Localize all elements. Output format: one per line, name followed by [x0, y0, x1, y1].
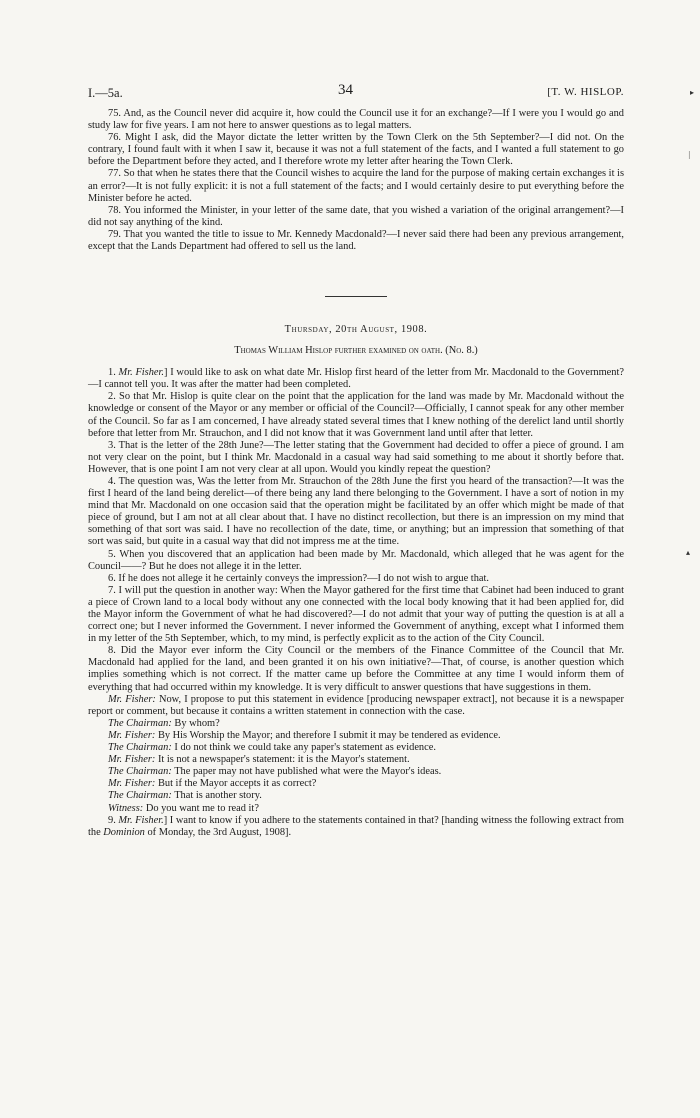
question-1: 1. Mr. Fisher.] I would like to ask on what date Mr. Hislop first heard of the letter from Mr. Macdonald to the Government?—I cannot tell you. It was after the matter had been completed.: [88, 367, 624, 391]
question-8: 8. Did the Mayor ever inform the City Council or the members of the Finance Committee of the Council that Mr. Macdonald had applied for the land, and been granted it on his own initiative?—That, of course, is another question which implies something which is not correct. If the matter came up before the Committee at any time I would inform them of everything that had occurred within my knowledge. It is very difficult to answer questions that have suggestions in them.: [88, 645, 624, 693]
section-divider: [325, 296, 387, 297]
margin-tick-mark: |: [688, 150, 690, 159]
question-1-speaker: Mr. Fisher.: [118, 367, 165, 379]
dialog-line: [88, 754, 624, 766]
dialog-line: [88, 803, 624, 815]
margin-arrow-mark: ▸: [689, 88, 694, 97]
page-number: 34: [338, 82, 353, 98]
witness-name-header: [T. W. HISLOP.: [547, 86, 624, 98]
dialog-speaker: The Chairman:: [108, 790, 172, 802]
current-examination: [88, 367, 624, 839]
question-6: 6. If he does not allege it he certainly conveys the impression?—I do not wish to argue that.: [108, 572, 489, 584]
document-page: [88, 82, 624, 839]
dialog-speaker: Mr. Fisher:: [108, 778, 156, 790]
dialog-line: [88, 718, 624, 730]
dialog-line: [88, 742, 624, 754]
question-79: 79. That you wanted the title to issue to Mr. Kennedy Macdonald?—I never said there had been any previous arrangement, except that the Lands Department had offered to sell us the land.: [88, 228, 624, 253]
question-75: 75. And, as the Council never did acquire it, how could the Council use it for an exchange?—If I were you I would go and study law for five years. I am not here to answer questions as to legal matters.: [88, 108, 624, 132]
session-date: Thursday, 20th August, 1908.: [284, 324, 428, 336]
witness-heading-text: Thomas William Hislop further examined on oath. (No. 8.): [234, 345, 478, 357]
dialog-speaker: The Chairman:: [108, 717, 172, 729]
dialog-speaker: Mr. Fisher:: [108, 729, 156, 741]
previous-examination: [88, 108, 624, 253]
dialog-line: [88, 694, 624, 718]
question-2: 2. So that Mr. Hislop is quite clear on the point that the application for the land was made by Mr. Macdonald without the knowledge or consent of the Mayor or any member or official of the Council?—Officially, I cannot speak for any other member of the Council. So far as I am concerned, I have already stated several times that I knew nothing of the derelict land until shortly before that letter from Mr. Strauchon, and I did not know that it was Government land until after that letter.: [88, 391, 624, 439]
dialog-line: [88, 790, 624, 802]
question-5: 5. When you discovered that an application had been made by Mr. Macdonald, which alleged that he was agent for the Council——? But he does not allege it in the letter.: [88, 548, 624, 572]
question-9: [88, 815, 624, 839]
question-9-text-b: of Monday, the 3rd August, 1908].: [144, 826, 292, 838]
paper-reference: I.—5a.: [88, 86, 123, 100]
question-77: 77. So that when he states there that the Council wishes to acquire the land for the purpose of making certain exchanges it is an error?—It is not fully explicit: it is not a full statement of the facts; and I would certainly desire to put everything before the Minister before he acted.: [88, 168, 624, 204]
dialog-line: [88, 766, 624, 778]
question-3: 3. That is the letter of the 28th June?—The letter stating that the Government had decided to offer a piece of ground. I am not very clear on the point, but I think Mr. Macdonald in a casual way had said something to me about it shortly before that. However, that is one point I am not very clear at all upon. Would you kindly repeat the question?: [88, 439, 624, 475]
question-76: 76. Might I ask, did the Mayor dictate the letter written by the Town Clerk on the 5th September?—I did not. On the contrary, I found fault with it when I saw it, because it was not a full statement of the facts, and I wanted a full statement to go before the Department before they acted, and I therefore wrote my letter after hearing the Town Clerk.: [88, 132, 624, 168]
dialog-speaker: The Chairman:: [108, 742, 172, 754]
question-4: 4. The question was, Was the letter from Mr. Strauchon of the 28th June the first you heard of the transaction?—It was the first I heard of the land being derelict—of there being any land there belonging to the Government. I have a sort of notion in my mind that Mr. Macdonald on one occasion said that the operation might be facilitated by an offer which might be made of that piece of ground, but I am not at all clear about that. I have no distinct recollection, but there is an impression on my mind that something of that sort was said. I have no recollection of the date, time, or anything; but an impression that something of that sort was said, but quite in a casual way that did not impress me at the time.: [88, 475, 624, 548]
dialog-text: The paper may not have published what were the Mayor's ideas.: [171, 766, 442, 778]
dialog-text: Do you want me to read it?: [143, 802, 259, 814]
dialog-text: By His Worship the Mayor; and therefore I submit it may be tendered as evidence.: [155, 729, 501, 741]
question-1-text: ] I would like to ask on what date Mr. Hislop first heard of the letter from Mr. Macdonald to the Government?—I cannot tell you. It was after the matter had been completed.: [88, 367, 624, 391]
dialog-text: By whom?: [171, 717, 220, 729]
page-header: [88, 82, 624, 108]
dialog-text: It is not a newspaper's statement: it is the Mayor's statement.: [155, 754, 410, 766]
dialog-line: [88, 730, 624, 742]
dialog-speaker: Witness:: [108, 802, 144, 814]
question-9-number: 9.: [108, 814, 119, 826]
question-9-speaker: Mr. Fisher.: [118, 814, 164, 826]
dialog-speaker: Mr. Fisher:: [108, 693, 156, 705]
publication-name: Dominion: [103, 826, 145, 838]
dialog-text: That is another story.: [171, 790, 262, 802]
question-9-text-a: ] I want to know if you adhere to the statements contained in that? [handing witness the following extract from the: [88, 814, 624, 838]
dialog-text: But if the Mayor accepts it as correct?: [155, 778, 317, 790]
question-7: 7. I will put the question in another way: When the Mayor gathered for the first time that Cabinet had been induced to grant a piece of Crown land to a local body without any one connected with the local body knowing that it had been applied for, did the Mayor inform the Government of what he had discovered?—I do not admit that your way of putting the question is at all a correct one; but I never informed the Government. I never informed the Government of anything, except what I informed them in my letter of the 5th September, which, to my mind, is perfectly explicit as to the action of the City Council.: [88, 584, 624, 645]
question-78: 78. You informed the Minister, in your letter of the same date, that you wished a variation of the original arrangement?—I did not say anything of the kind.: [88, 204, 624, 228]
dialog-line: [88, 778, 624, 790]
dialog-text: Now, I propose to put this statement in evidence [producing newspaper extract], not because it is a newspaper report or comment, but because it contains a written statement in connection with the case.: [88, 693, 624, 717]
margin-tick-mark: ▴: [685, 548, 690, 557]
dialog-speaker: Mr. Fisher:: [108, 754, 156, 766]
witness-heading: [88, 345, 624, 356]
dialog-speaker: The Chairman:: [108, 766, 172, 778]
dialog-text: I do not think we could take any paper's statement as evidence.: [171, 742, 436, 754]
